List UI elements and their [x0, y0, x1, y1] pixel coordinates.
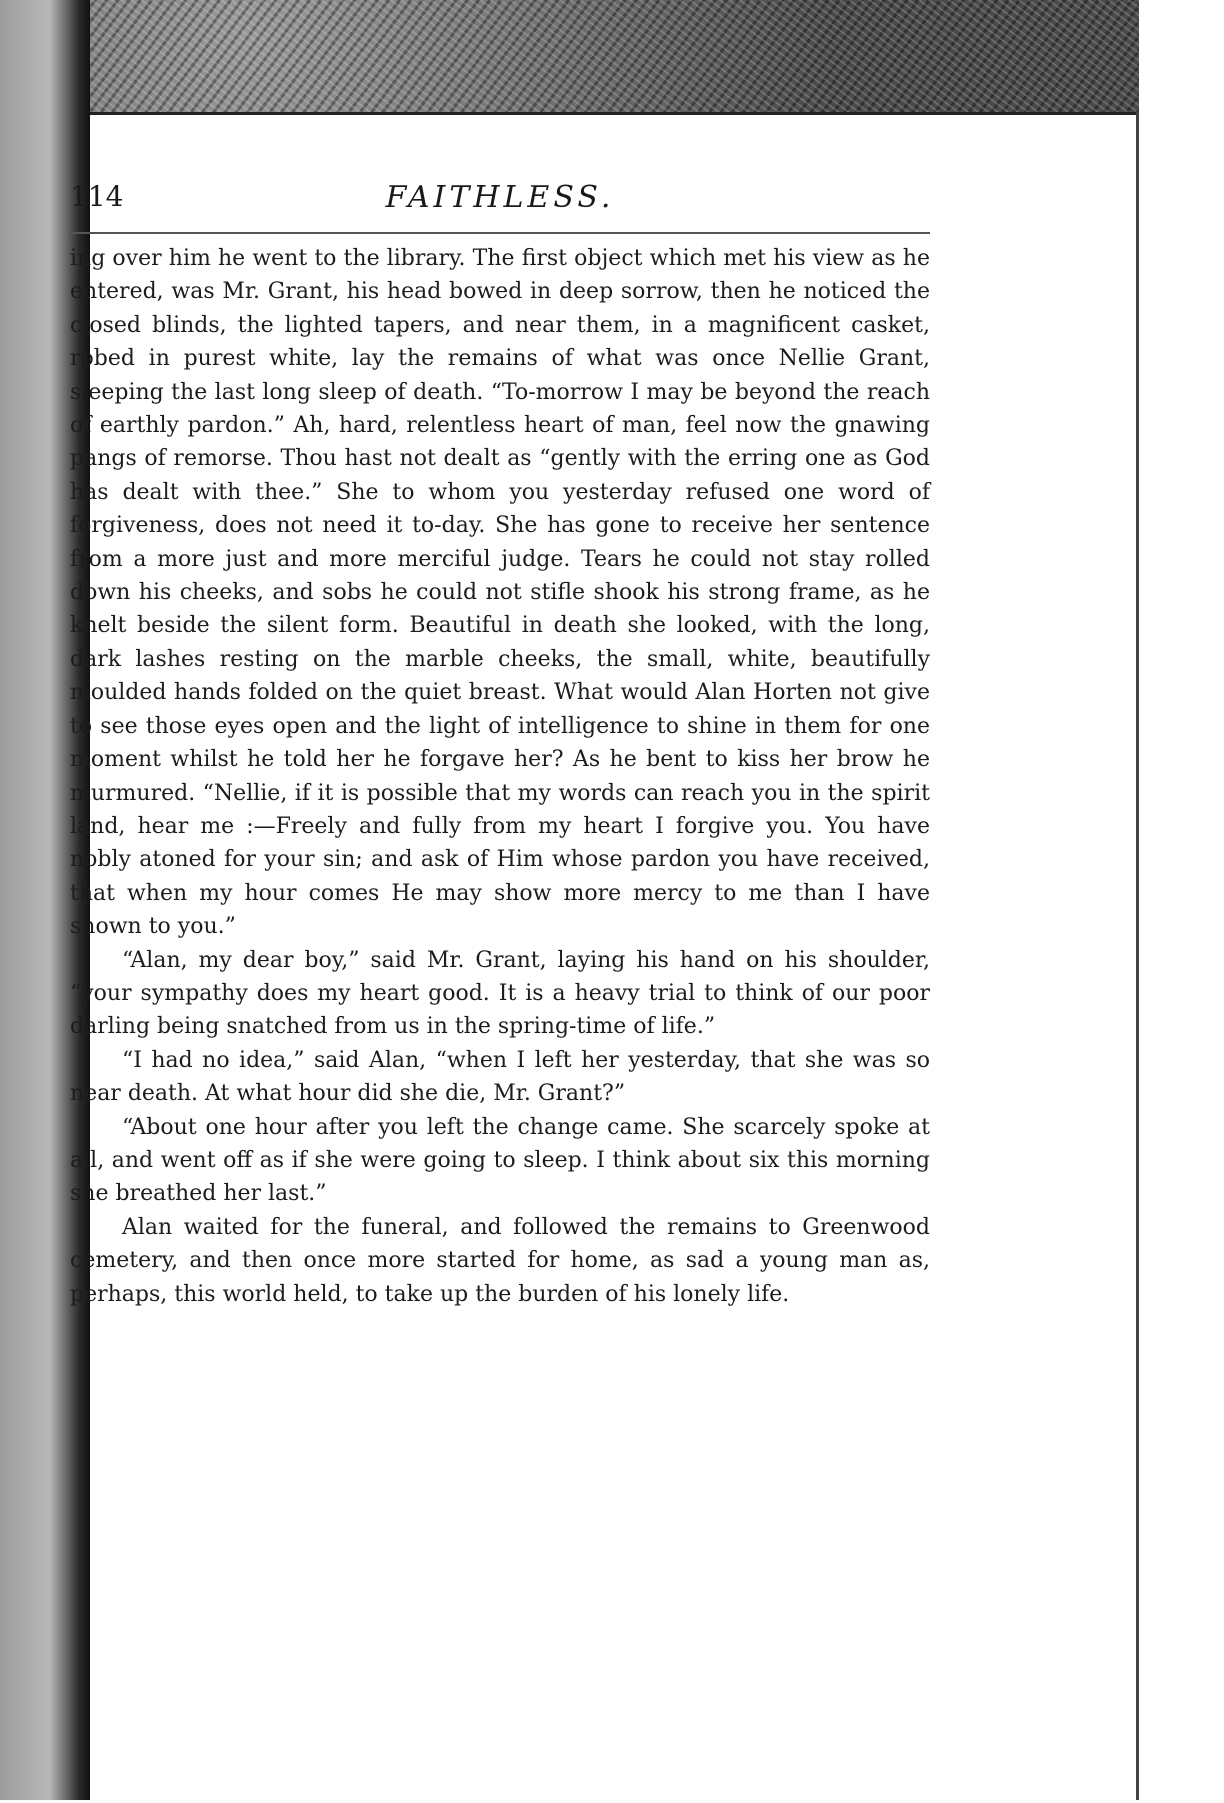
running-title: FAITHLESS.: [385, 180, 615, 215]
page-number: 114: [70, 180, 124, 213]
paragraph: “I had no idea,” said Alan, “when I left her yesterday, that she was so near death. At what hour did she die, Mr. Grant?”: [70, 1047, 930, 1107]
paragraph: ing over him he went to the library. The first object which met his view as he entered, was Mr. Grant, his head bowed in deep sorrow, then he noticed the closed blinds, the lighted tapers, and near them, in a magnificent casket, robed in purest white, lay the remains of what was once Nellie Grant, sleeping the last long sleep of death. “To-morrow I may be beyond the reach of earthly pardon.” Ah, hard, relentless heart of man, feel now the gnawing pangs of remorse. Thou hast not dealt as “gently with the erring one as God has dealt with thee.” She to whom you yesterday refused one word of forgiveness, does not need it to-day. She has gone to receive her sentence from a more just and more merciful judge. Tears he could not stay rolled down his cheeks, and sobs he could not stifle shook his strong frame, as he knelt beside the silent form. Beautiful in death she looked, with the long, dark lashes resting on the marble cheeks, the small, white, beautifully moulded hands folded on the quiet breast. What would Alan Horten not give to see those eyes open and the light of intelligence to shine in them for one moment whilst he told her he forgave her? As he bent to kiss her brow he murmured. “Nellie, if it is possible that my words can reach you in the spirit land, hear me :—Freely and fully from my heart I forgive you. You have nobly atoned for your sin; and ask of Him whose pardon you have received, that when my hour comes He may show more mercy to me than I have shown to you.”: [70, 246, 930, 940]
header-rule: [70, 232, 930, 234]
page-header: [70, 180, 930, 230]
scan-top-margin: [0, 0, 1224, 120]
paragraph: “About one hour after you left the change came. She scarcely spoke at all, and went off as if she were going to sleep. I think about six this morning she breathed her last.”: [70, 1114, 930, 1207]
paragraph: Alan waited for the funeral, and followed the remains to Greenwood cemetery, and then once more started for home, as sad a young man as, perhaps, this world held, to take up the burden of his lonely life.: [70, 1214, 930, 1307]
paragraph: “Alan, my dear boy,” said Mr. Grant, laying his hand on his shoulder, “your sympathy does my heart good. It is a heavy trial to think of our poor darling being snatched from us in the spring-time of life.”: [70, 947, 930, 1040]
scan-right-margin: [1139, 0, 1224, 1800]
body-text: [70, 242, 930, 1311]
